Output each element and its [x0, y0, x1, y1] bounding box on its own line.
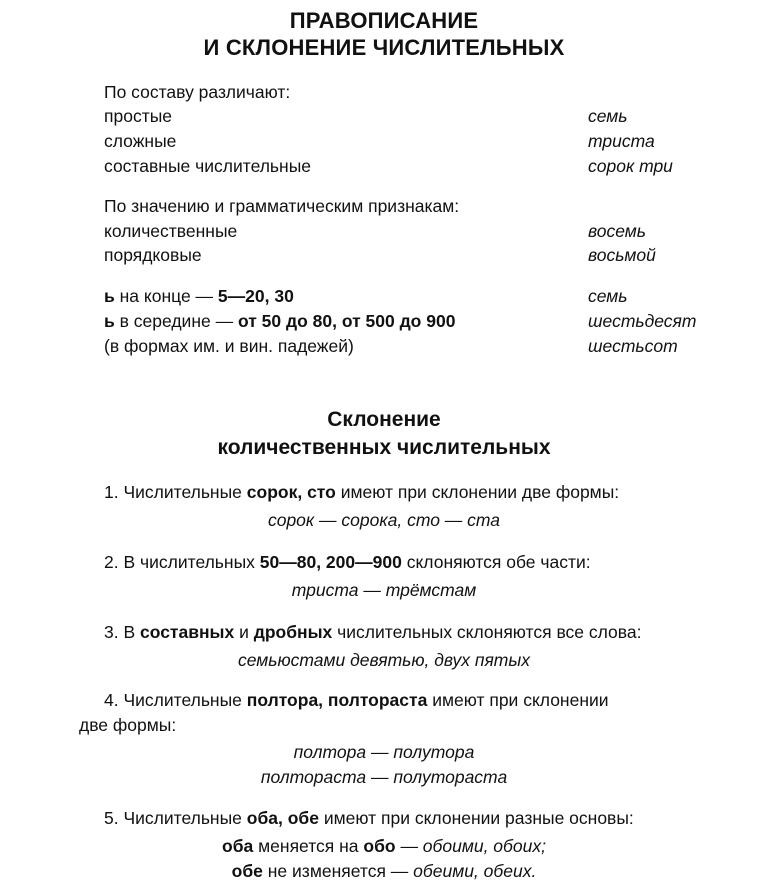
composition-label-1: простые: [104, 106, 173, 126]
rule-4-example-1: полтора — полутора: [293, 742, 475, 762]
rule-4-bold: полтора, полтораста: [246, 690, 428, 710]
soft-sign-end-rule: [104, 286, 294, 307]
declension-heading-1: Склонение: [327, 408, 441, 431]
meaning-example-2: восьмой: [588, 245, 656, 265]
rule-2: [104, 552, 591, 573]
rule-5-number: 5. Числительные: [104, 808, 247, 828]
meaning-label-2: порядковые: [104, 245, 202, 265]
rule-5-bold: оба, обе: [246, 808, 319, 828]
rule-1-example: сорок — сорока, сто — ста: [267, 510, 501, 530]
rule-3-rest: числительных склоняются все слова:: [332, 622, 642, 642]
rule-5-line-2-mid: меняется на: [253, 836, 364, 856]
rule-3: [104, 622, 642, 643]
rule-5-line-3-tail: обеими, обеих.: [413, 861, 537, 881]
composition-label-2: сложные: [104, 131, 177, 151]
rule-5-line-3-mid: не изменяется —: [262, 861, 414, 881]
rule-3-number: 3. В: [104, 622, 140, 642]
rule-5-line-2-bold-2: обо: [363, 836, 396, 856]
rule-2-bold: 50—80, 200—900: [259, 552, 402, 572]
soft-sign-note: (в формах им. и вин. падежей): [104, 336, 354, 356]
rule-5-line-3-bold: обе: [231, 861, 263, 881]
rule-1-rest: имеют при склонении две формы:: [335, 482, 620, 502]
rule-3-mid: и: [234, 622, 254, 642]
soft-sign-end-example: семь: [588, 286, 628, 306]
rule-4-rest: имеют при склонении: [427, 690, 609, 710]
rule-4-line-2: две формы:: [79, 715, 177, 735]
title-line-1: ПРАВОПИСАНИЕ: [289, 8, 479, 33]
rule-5-line-3: [0, 861, 768, 882]
soft-sign-middle-example: шестьдесят: [588, 311, 697, 331]
rule-5-line-2-bold-1: оба: [222, 836, 254, 856]
soft-sign-letter: ь: [104, 311, 115, 331]
rule-5: [104, 808, 634, 829]
meaning-heading: По значению и грамматическим признакам:: [104, 196, 460, 216]
composition-example-3: сорок три: [588, 156, 673, 176]
rule-1-bold: сорок, сто: [246, 482, 336, 502]
meaning-label-1: количественные: [104, 221, 238, 241]
rule-1: [104, 482, 619, 503]
soft-sign-end-range: 5—20, 30: [217, 286, 294, 306]
composition-label-3: составные числительные: [104, 156, 312, 176]
soft-sign-end-text: на конце —: [114, 286, 218, 306]
declension-heading-2: количественных числительных: [217, 436, 551, 459]
meaning-example-1: восемь: [588, 221, 646, 241]
rule-2-number: 2. В числительных: [104, 552, 260, 572]
soft-sign-letter: ь: [104, 286, 115, 306]
composition-example-1: семь: [588, 106, 628, 126]
composition-example-2: триста: [588, 131, 655, 151]
rule-4-example-2: полтораста — полутораста: [260, 767, 508, 787]
rule-3-bold-2: дробных: [253, 622, 333, 642]
rule-2-example: триста — трёмстам: [291, 580, 477, 600]
rule-5-line-2-tail: — обоими, обоих;: [395, 836, 546, 856]
soft-sign-note-example: шестьсот: [588, 336, 678, 356]
rule-4: [104, 690, 609, 711]
rule-2-rest: склоняются обе части:: [401, 552, 591, 572]
soft-sign-middle-text: в середине —: [114, 311, 238, 331]
rule-5-line-2: [0, 836, 768, 857]
rule-4-number: 4. Числительные: [104, 690, 247, 710]
rule-5-rest: имеют при склонении разные основы:: [318, 808, 634, 828]
title-line-2: И СКЛОНЕНИЕ ЧИСЛИТЕЛЬНЫХ: [203, 35, 565, 60]
rule-3-example: семьюстами девятью, двух пятых: [237, 650, 531, 670]
soft-sign-middle-range: от 50 до 80, от 500 до 900: [237, 311, 456, 331]
composition-heading: По составу различают:: [104, 82, 291, 102]
rule-3-bold-1: составных: [140, 622, 235, 642]
rule-1-number: 1. Числительные: [104, 482, 247, 502]
soft-sign-middle-rule: [104, 311, 455, 332]
